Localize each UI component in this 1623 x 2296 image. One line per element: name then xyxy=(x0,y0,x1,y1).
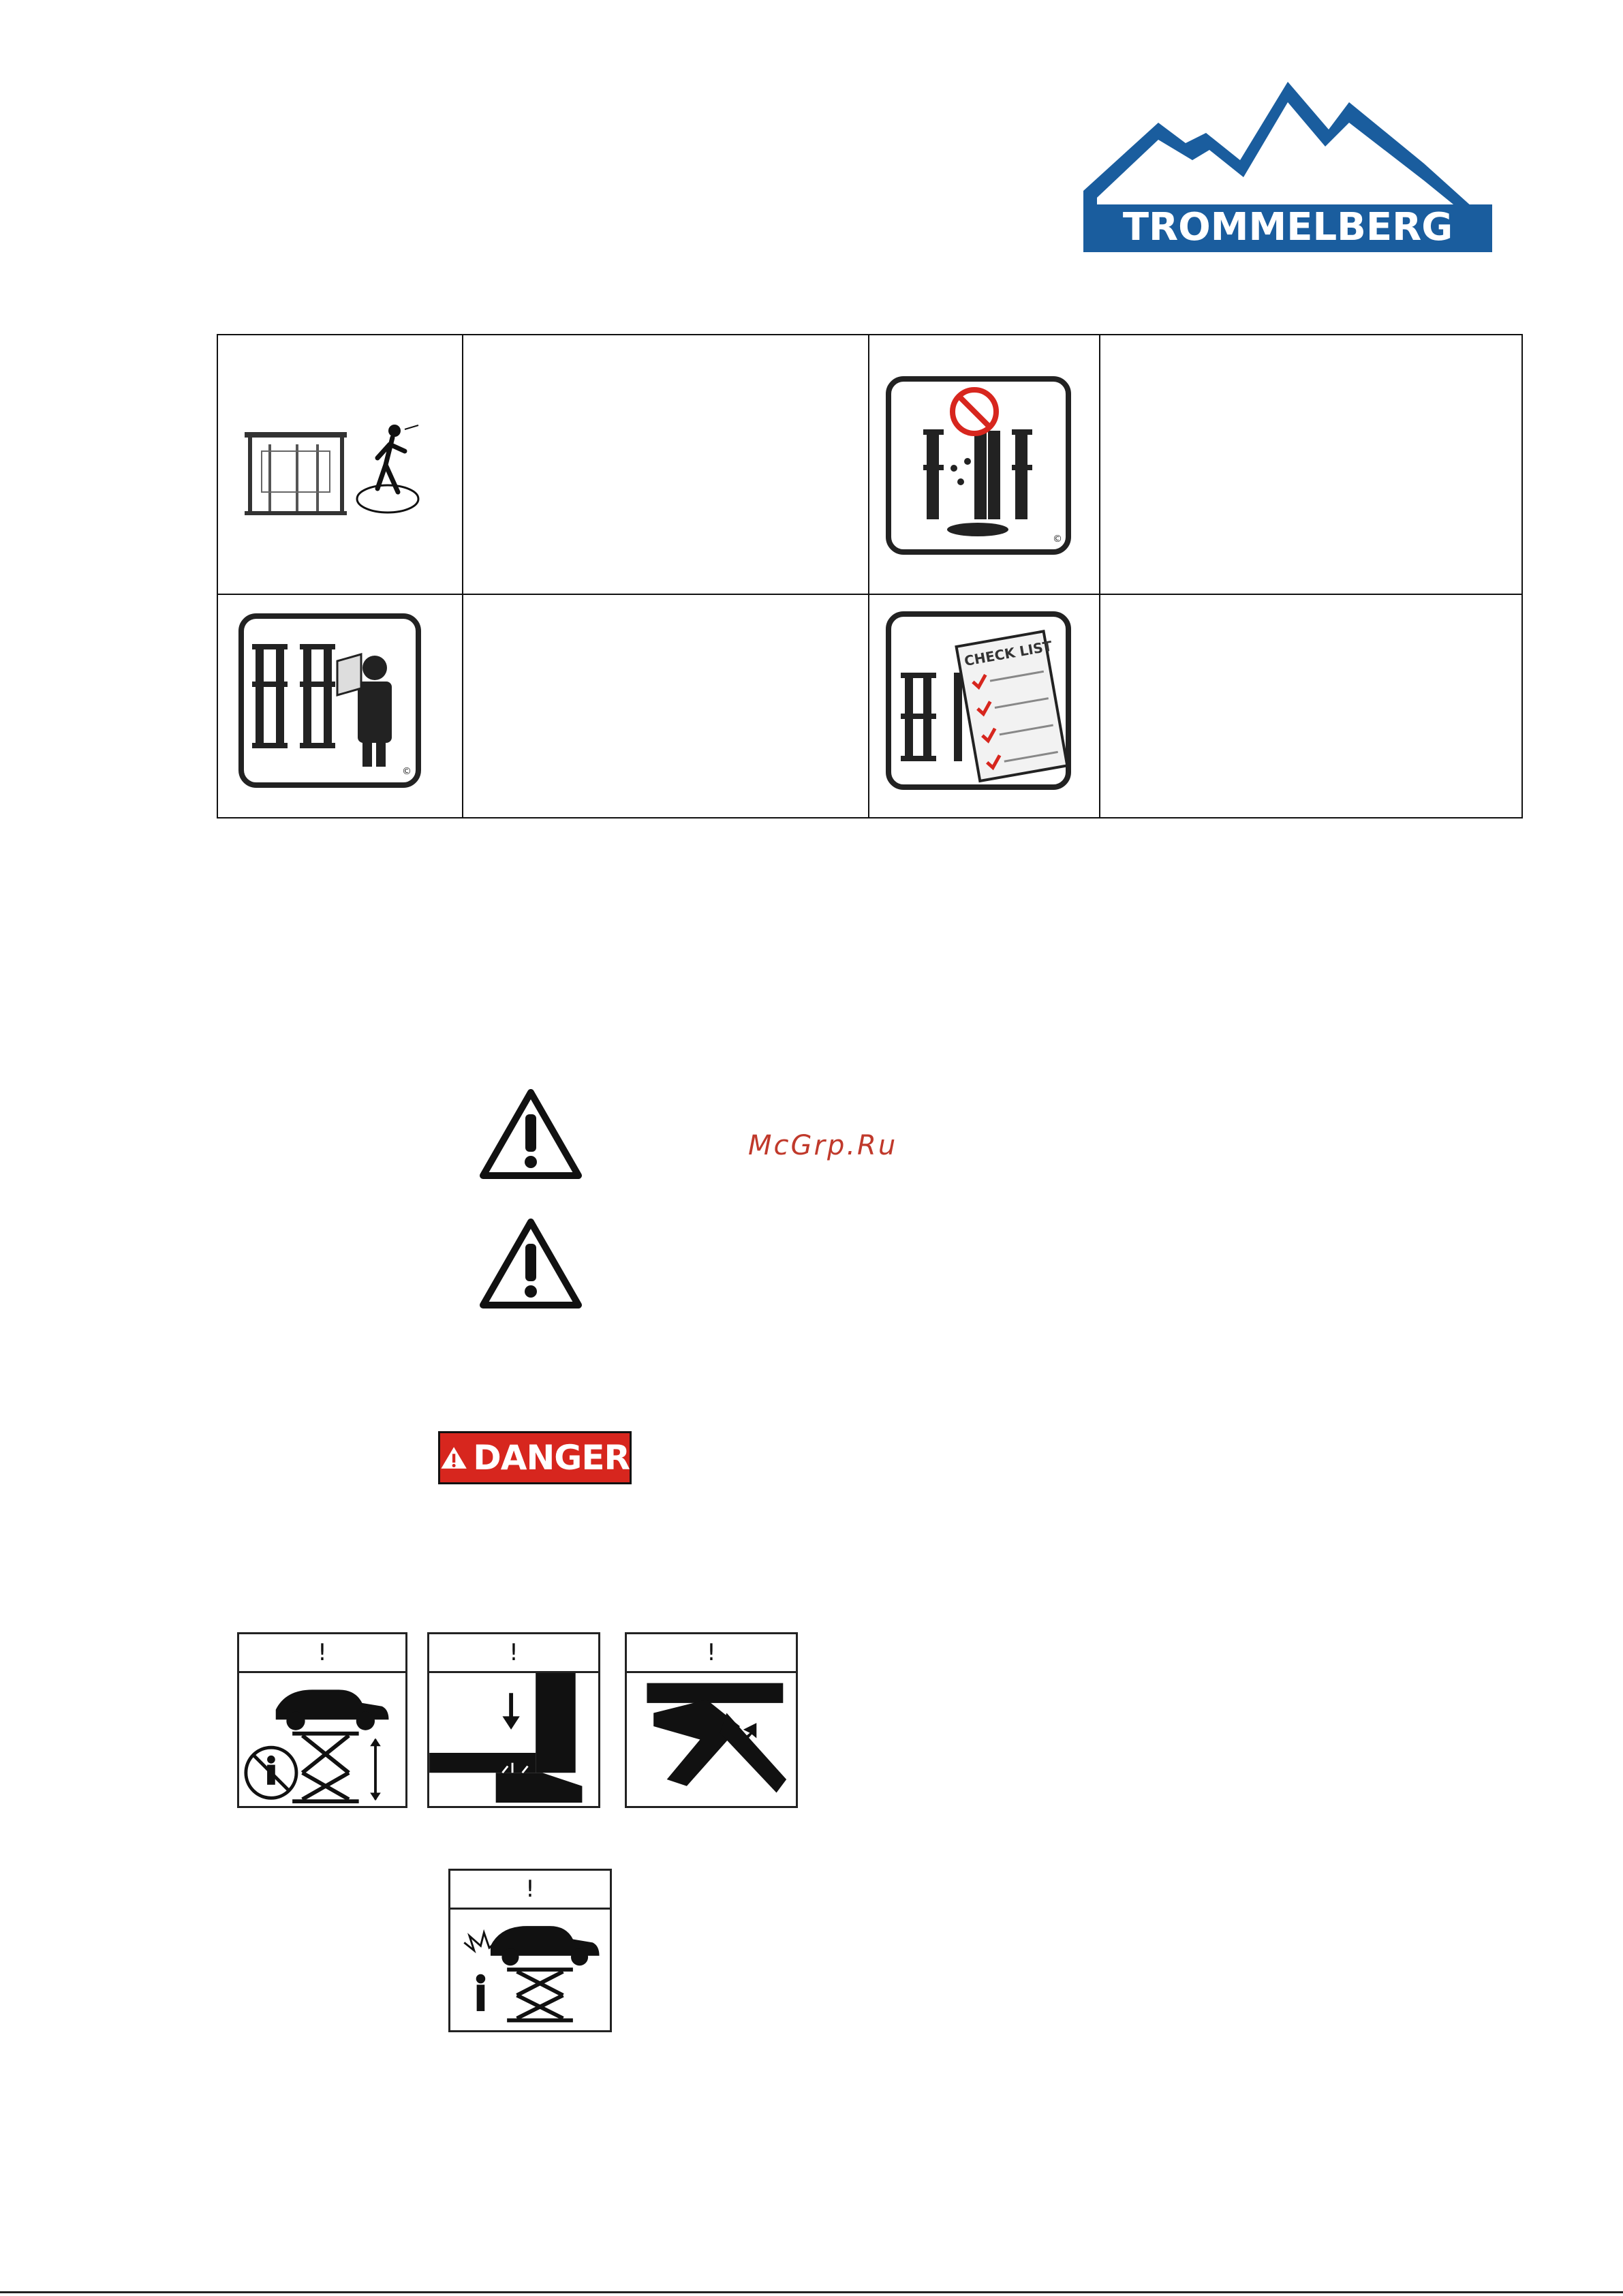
danger-label xyxy=(438,1431,632,1484)
warning-triangle-icon xyxy=(479,1216,583,1312)
checklist-lift-icon xyxy=(886,611,1071,790)
hazard-header: ! xyxy=(429,1634,598,1673)
no-person-under-lift-icon xyxy=(239,1673,405,1806)
checklist-label: CHECK LIST xyxy=(963,637,1053,670)
no-leak-lift-icon xyxy=(886,376,1071,555)
safety-icons-table xyxy=(217,334,1523,818)
hazard-header: ! xyxy=(450,1871,610,1910)
read-manual-lift-icon xyxy=(238,613,421,788)
trommelberg-logo xyxy=(1083,82,1492,259)
lift-area-person-icon xyxy=(241,424,439,523)
danger-triangle-icon xyxy=(440,1441,467,1475)
svg-text:©: © xyxy=(402,766,412,777)
danger-text: DANGER xyxy=(473,1438,630,1478)
vehicle-fall-icon xyxy=(450,1910,610,2030)
hazard-pictogram-foot-crush xyxy=(427,1632,600,1808)
foot-crush-icon xyxy=(429,1673,598,1806)
watermark-text: McGrp.Ru xyxy=(748,1130,898,1161)
warning-triangle-icon xyxy=(479,1087,583,1182)
brand-name: TROMMELBERG xyxy=(1122,205,1453,249)
hazard-pictogram-hand-pinch xyxy=(625,1632,798,1808)
svg-text:©: © xyxy=(1053,534,1062,545)
hand-pinch-icon xyxy=(627,1673,796,1806)
hazard-header: ! xyxy=(239,1634,405,1673)
hazard-header: ! xyxy=(627,1634,796,1673)
hazard-pictogram-vehicle-fall xyxy=(448,1869,612,2032)
page-bottom-rule xyxy=(0,2291,1623,2293)
hazard-pictogram-no-person-under-lift xyxy=(237,1632,407,1808)
mountain-logo-icon xyxy=(1083,82,1492,259)
